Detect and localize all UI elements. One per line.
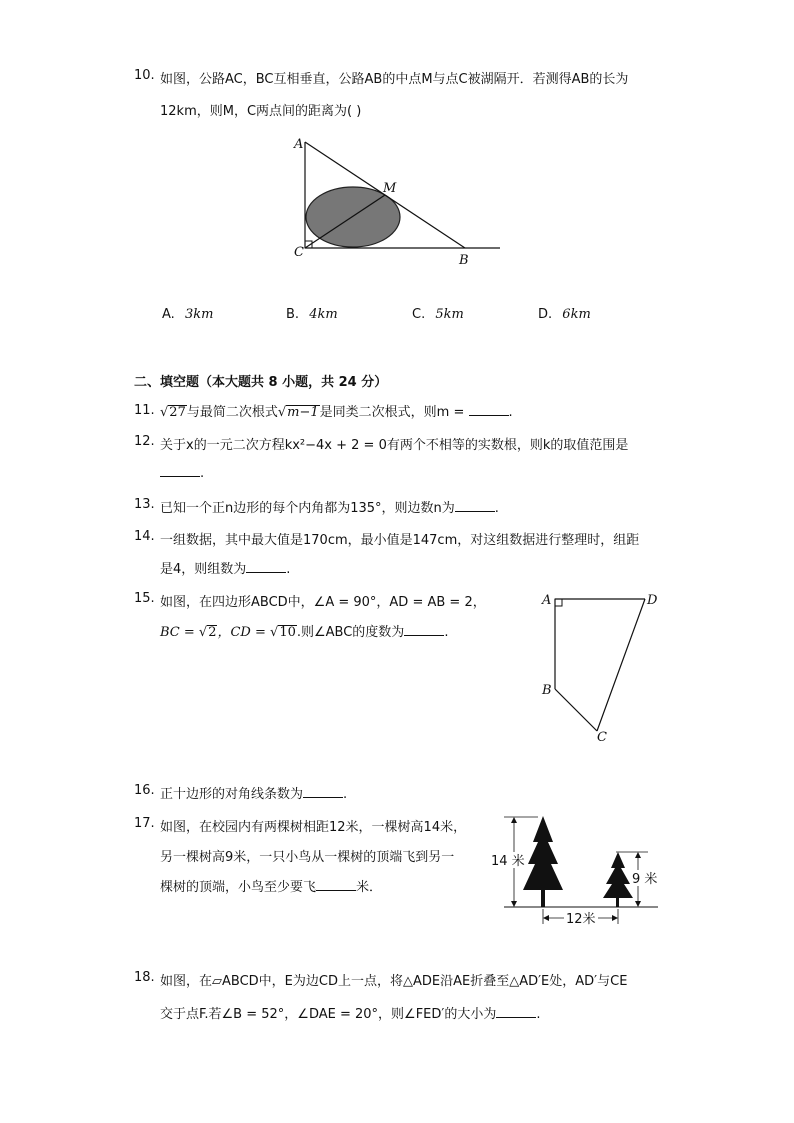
option-label: C. xyxy=(412,307,426,322)
q15-text-line2 xyxy=(160,621,448,640)
arrow-down-icon xyxy=(511,901,517,907)
arrow-right-icon xyxy=(612,915,618,921)
q15-end: . xyxy=(444,625,449,640)
radical-sign-icon: √ xyxy=(160,405,169,420)
label-d: D xyxy=(647,593,658,608)
q16-number: 16. xyxy=(134,783,155,798)
option-value: 5km xyxy=(435,307,464,322)
q17-text-line2: 另一棵树高9米，一只小鸟从一棵树的顶端飞到另一 xyxy=(160,850,455,865)
q18-text-line1: 如图，在▱ABCD中，E为边CD上一点，将△ADE沿AE折叠至△AD′E处，AD′与CE xyxy=(160,974,628,989)
q15-l2b: ，CD = xyxy=(217,625,271,640)
q15-l2c: .则∠ABC的度数为 xyxy=(296,625,405,640)
q16-text-line1: 正十边形的对角线条数为 xyxy=(160,787,304,802)
q18-text-line2 xyxy=(160,1003,540,1022)
q10-option-d[interactable] xyxy=(538,307,591,322)
option-label: A. xyxy=(162,307,175,322)
q15-radicand2: 10 xyxy=(279,625,296,640)
label-b: B xyxy=(542,683,552,698)
label-a: A xyxy=(294,137,304,152)
q17-answer-blank[interactable] xyxy=(316,878,356,891)
q12-text-line1: 关于x的一元二次方程kx²−4x + 2 = 0有两个不相等的实数根，则k的取值范围是 xyxy=(160,438,629,453)
short-height-label: 9 米 xyxy=(632,872,658,887)
option-label: D. xyxy=(538,307,553,322)
q15-number: 15. xyxy=(134,591,155,606)
q16-answer-blank[interactable] xyxy=(303,785,343,798)
q14-text-line1: 一组数据，其中最大值是170cm，最小值是147cm，对这组数据进行整理时，组距 xyxy=(160,533,640,548)
q10-option-c[interactable] xyxy=(412,307,464,322)
q17-text-line1: 如图，在校园内有两棵树相距12米，一棵树高14米， xyxy=(160,820,467,835)
radical-sign-icon: √ xyxy=(277,405,287,420)
q10-option-a[interactable] xyxy=(162,307,213,322)
option-value: 3km xyxy=(184,307,214,322)
arrow-left-icon xyxy=(543,915,549,921)
radical-sign-icon: √ xyxy=(270,625,279,640)
q13-text-line1: 已知一个正n边形的每个内角都为135°，则边数n为 xyxy=(160,501,455,516)
q15-figure xyxy=(535,585,665,745)
q15-l2a: BC = xyxy=(160,625,199,640)
q14-line2: 是4，则组数为 xyxy=(160,562,247,577)
q10-figure xyxy=(285,130,515,270)
q12-end: . xyxy=(200,466,205,481)
q17-number: 17. xyxy=(134,816,155,831)
label-m: M xyxy=(383,181,397,196)
label-c: C xyxy=(597,730,607,745)
q17-line3: 棵树的顶端，小鸟至少要飞 xyxy=(160,880,317,895)
q11-text1: 与最简二次根式 xyxy=(186,405,278,420)
side-cd xyxy=(597,599,645,731)
arrow-up-icon xyxy=(635,852,641,858)
label-c: C xyxy=(294,245,304,260)
radical-sign-icon: √ xyxy=(198,625,208,640)
q16-text xyxy=(160,783,347,802)
q13-number: 13. xyxy=(134,497,155,512)
q18-number: 18. xyxy=(134,970,155,985)
q13-text xyxy=(160,497,499,516)
q11-number: 11. xyxy=(134,403,155,418)
q17-text-line3 xyxy=(160,876,382,895)
q14-answer-blank[interactable] xyxy=(246,560,286,573)
q14-end: . xyxy=(286,562,291,577)
q15-answer-blank[interactable] xyxy=(404,623,444,636)
option-value: 6km xyxy=(562,307,591,322)
side-bc xyxy=(555,689,597,731)
q17-figure xyxy=(488,812,663,928)
q15-text-line1: 如图，在四边形ABCD中，∠A = 90°，AD = AB = 2， xyxy=(160,595,486,610)
q11-answer-blank[interactable] xyxy=(469,403,509,416)
option-value: 4km xyxy=(309,307,338,322)
q12-text-line2 xyxy=(160,464,204,481)
q11-text2: 是同类二次根式，则m = xyxy=(319,405,465,420)
q15-radicand1: 2 xyxy=(208,625,217,640)
q13-answer-blank[interactable] xyxy=(455,499,495,512)
q10-text-line1: 如图，公路AC，BC互相垂直，公路AB的中点M与点C被湖隔开．若测得AB的长为 xyxy=(160,72,629,87)
q10-number: 10. xyxy=(134,68,155,83)
q18-answer-blank[interactable] xyxy=(496,1005,536,1018)
q14-text-line2 xyxy=(160,558,290,577)
q11-text xyxy=(160,401,513,420)
q18-line2: 交于点F.若∠B = 52°，∠DAE = 20°，则∠FED′的大小为 xyxy=(160,1007,497,1022)
label-a: A xyxy=(542,593,552,608)
tall-tree-icon xyxy=(523,816,563,907)
q11-radicand2: m−1 xyxy=(287,405,319,420)
q12-answer-blank[interactable] xyxy=(160,464,200,477)
q13-end: . xyxy=(494,501,499,516)
distance-label: 12米 xyxy=(566,912,596,927)
q14-number: 14. xyxy=(134,529,155,544)
q18-end: . xyxy=(536,1007,541,1022)
q16-end: . xyxy=(343,787,348,802)
q10-option-b[interactable] xyxy=(286,307,338,322)
q12-number: 12. xyxy=(134,434,155,449)
q10-text-line2: 12km，则M，C两点间的距离为( ) xyxy=(160,104,362,119)
option-label: B. xyxy=(286,307,300,322)
label-b: B xyxy=(459,253,469,268)
section-title: 二、填空题（本大题共 8 小题，共 24 分） xyxy=(134,375,388,390)
short-tree-icon xyxy=(603,852,633,907)
q11-radicand1: 27 xyxy=(169,405,186,420)
tall-height-label: 14 米 xyxy=(491,854,525,869)
right-angle-mark xyxy=(555,599,562,606)
arrow-up-icon xyxy=(511,817,517,823)
arrow-down-icon xyxy=(635,901,641,907)
q11-end: . xyxy=(508,405,513,420)
q17-end: 米． xyxy=(356,880,383,895)
